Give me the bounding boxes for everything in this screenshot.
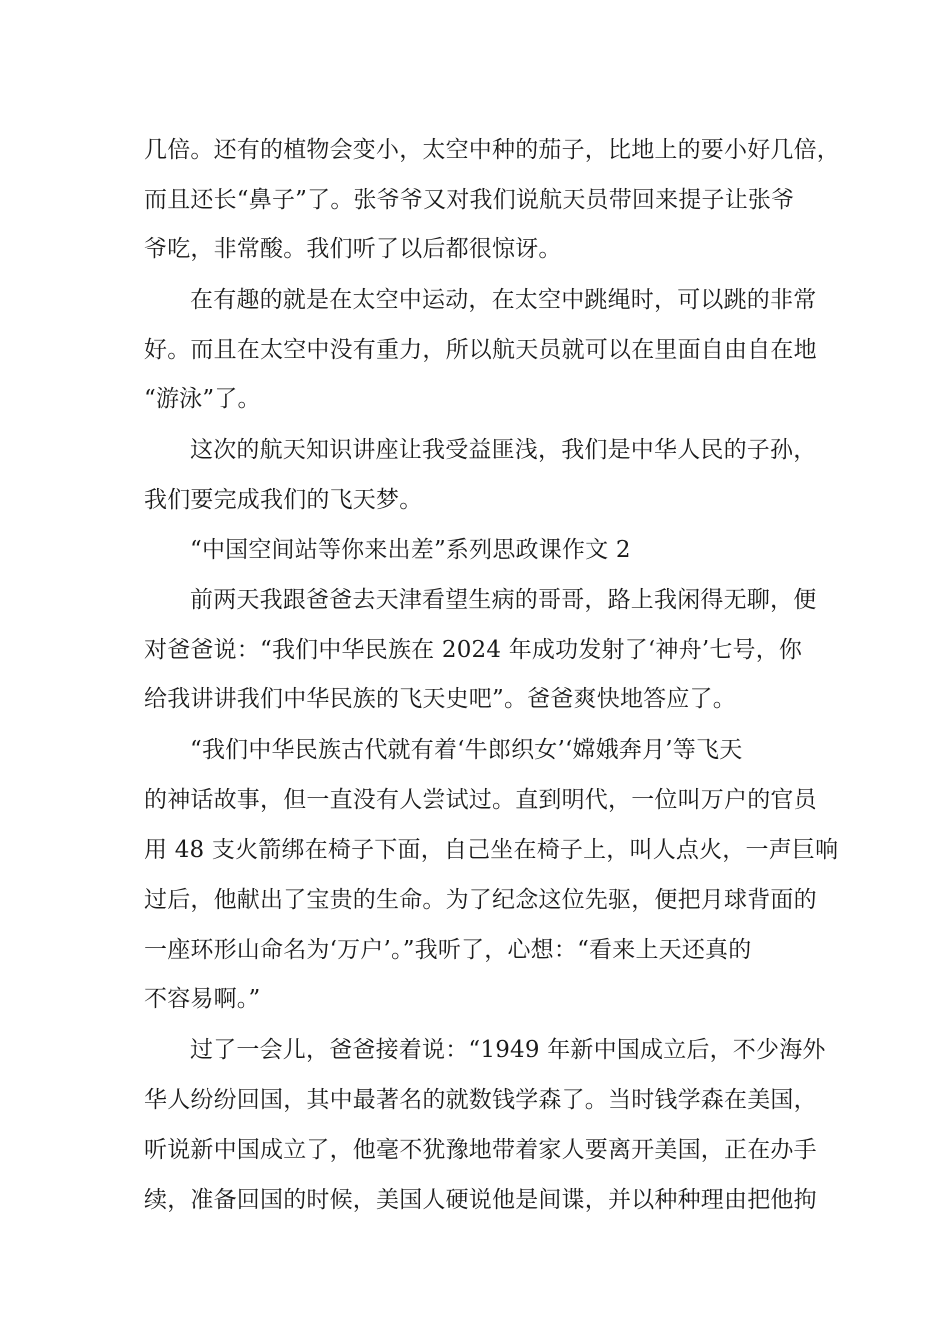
text-line: 用 48 支火箭绑在椅子下面，自己坐在椅子上，叫人点火，一声巨响 [144,837,839,863]
text-line: 续，准备回国的时候，美国人硬说他是间谍，并以种种理由把他拘 [144,1187,817,1213]
text-line: 几倍。还有的植物会变小，太空中种的茄子，比地上的要小好几倍， [144,137,840,163]
text-line: “游泳”了。 [144,386,261,412]
paragraph-start: 过了一会儿，爸爸接着说：“1949 年新中国成立后，不少海外 [190,1037,826,1063]
text-line: 华人纷纷回国，其中最著名的就数钱学森了。当时钱学森在美国， [144,1087,817,1113]
text-line: 对爸爸说：“我们中华民族在 2024 年成功发射了‘神舟’七号，你 [144,637,803,663]
text-line: 好。而且在太空中没有重力，所以航天员就可以在里面自由自在地 [144,337,817,363]
section-title: “中国空间站等你来出差”系列思政课作文 2 [190,537,631,563]
text-line: 我们要完成我们的飞天梦。 [144,487,423,513]
text-line: 给我讲讲我们中华民族的飞天史吧”。爸爸爽快地答应了。 [144,686,736,712]
text-line: 过后，他献出了宝贵的生命。为了纪念这位先驱，便把月球背面的 [144,887,817,913]
text-line: 爷吃，非常酸。我们听了以后都很惊讶。 [144,236,562,262]
text-line: 而且还长“鼻子”了。张爷爷又对我们说航天员带回来提子让张爷 [144,187,795,213]
paragraph-start: 在有趣的就是在太空中运动，在太空中跳绳时，可以跳的非常 [190,287,817,313]
paragraph-start: “我们中华民族古代就有着‘牛郎织女’‘嫦娥奔月’等飞天 [190,737,743,763]
text-line: 一座环形山命名为‘万户’。”我听了，心想：“看来上天还真的 [144,937,752,963]
text-line: 的神话故事，但一直没有人尝试过。直到明代，一位叫万户的官员 [144,787,817,813]
paragraph-start: 前两天我跟爸爸去天津看望生病的哥哥，路上我闲得无聊，便 [190,587,817,613]
paragraph-start: 这次的航天知识讲座让我受益匪浅，我们是中华人民的子孙， [190,437,817,463]
text-line: 不容易啊。” [144,986,261,1012]
text-line: 听说新中国成立了，他毫不犹豫地带着家人要离开美国，正在办手 [144,1137,817,1163]
